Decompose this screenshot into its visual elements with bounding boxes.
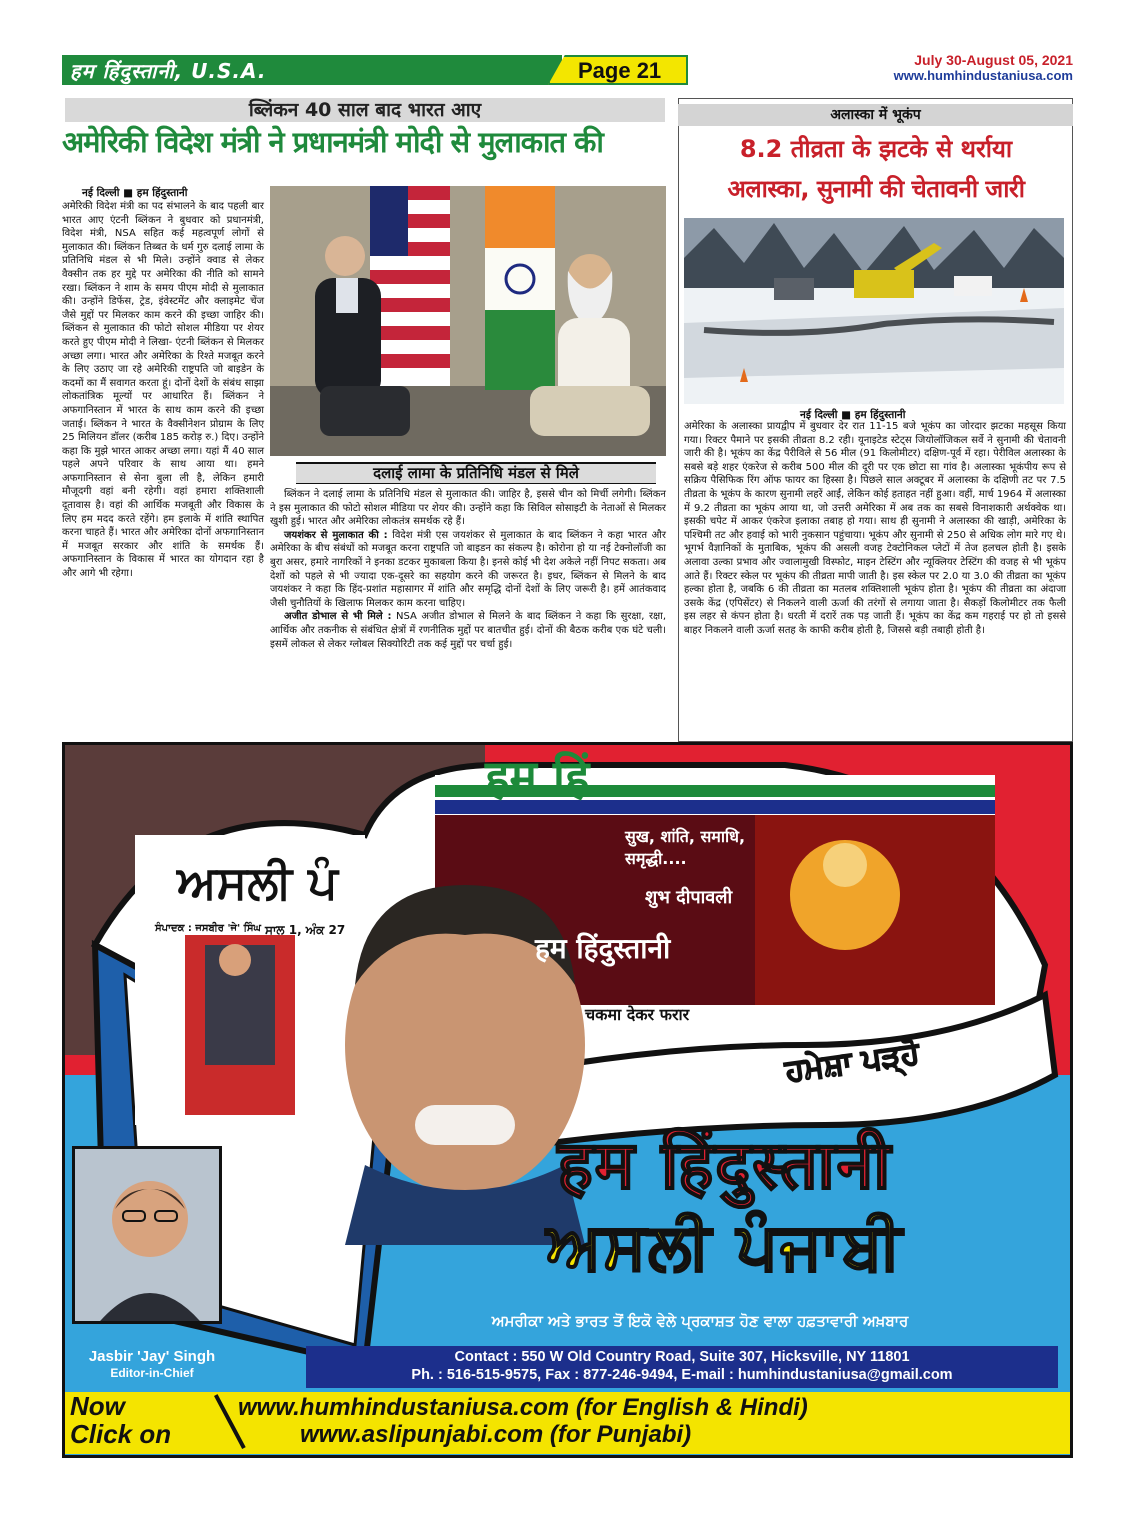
- cta-now-label: [70, 1392, 171, 1448]
- book-right-brand: हम हिंदुस्तानी: [535, 932, 671, 965]
- photo-illustration: [684, 218, 1064, 404]
- article-dateline: नई दिल्ली ■ हम हिंदुस्तानी: [800, 409, 906, 421]
- article-kicker: अलास्का में भूकंप: [830, 107, 921, 123]
- alaska-earthquake-photo: [684, 218, 1064, 404]
- issue-date: July 30-August 05, 2021: [914, 52, 1073, 68]
- book-left-title: ਅਸਲੀ ਪੰ: [177, 855, 338, 909]
- cta-click: Click on: [70, 1419, 172, 1449]
- photo-illustration: [270, 186, 666, 456]
- cta-now: Now: [70, 1391, 125, 1421]
- brand-tagline: ਅਮਰੀਕਾ ਅਤੇ ਭਾਰਤ ਤੋਂ ਇਕੋ ਵੇਲੇ ਪ੍ਰਕਾਸ਼ਤ ਹੋਣ ਵਾਲਾ ਹਫ਼ਤਾਵਾਰੀ ਅਖ਼ਬਾਰ: [491, 1312, 909, 1330]
- paragraph-jaishankar: [270, 529, 666, 611]
- article-headline-line1: 8.2 तीव्रता के झटके से थर्राया: [739, 135, 1013, 163]
- paragraph-lead: जयशंकर से मुलाकात की :: [284, 529, 388, 541]
- article-headline-line2: अलास्का, सुनामी की चेतावनी जारी: [727, 175, 1025, 203]
- article-headline: अमेरिकी विदेश मंत्री ने प्रधानमंत्री मोदी से मुलाकात की: [62, 125, 603, 159]
- contact-address: Contact : 550 W Old Country Road, Suite 307, Hicksville, NY 11801: [454, 1349, 910, 1365]
- book-right-headline: चकमा देकर फरार: [585, 1005, 690, 1024]
- book-left-editor: ਸੰਪਾਦਕ : ਜਸਬੀਰ 'ਜੇ' ਸਿੰਘ: [155, 923, 261, 934]
- editor-portrait-illustration: [75, 1149, 222, 1324]
- masthead-url[interactable]: www.humhindustaniusa.com: [893, 68, 1073, 83]
- brand-hindi: हम हिंदुस्तानी: [557, 1127, 893, 1204]
- article-kicker: ब्लिंकन 40 साल बाद भारत आए: [248, 99, 482, 121]
- article-subheading: दलाई लामा के प्रतिनिधि मंडल से मिले: [373, 464, 579, 482]
- book-right-greeting: सुख, शांति, समाधि, समृद्धी....: [625, 827, 746, 868]
- contact-phone-email: Ph. : 516-515-9575, Fax : 877-246-9494, E-mail : humhindustaniusa@gmail.com: [411, 1367, 953, 1383]
- brand-punjabi: ਅਸਲੀ ਪੰਜਾਬੀ: [546, 1210, 904, 1284]
- editor-name: Jasbir 'Jay' Singh: [88, 1348, 216, 1365]
- banner-read-always: ਹਮੇਸ਼ਾ ਪੜ੍ਹੋ: [783, 1035, 922, 1090]
- paragraph-text: NSA अजीत डोभाल से मिलने के बाद ब्लिंकन ने कहा कि सुरक्षा, रक्षा, आर्थिक और तकनीक से संबंधित क्षेत्रों में रणनीतिक मुद्दों पर बातचीत हुई। दोनों की बैठक करीब एक घंटे चली। इसमें लोकल से लेकर ग्लोबल सिक्योरिटी तक कई मुद्दों पर चर्चा हुई।: [270, 611, 666, 650]
- paragraph-dalai-lama: ब्लिंकन ने दलाई लामा के प्रतिनिधि मंडल से मुलाकात की। जाहिर है, इससे चीन को मिर्ची लगेगी। ब्लिंकन ने इस मुलाकात की फोटो सोशल मीडिया पर शेयर की। उन्होंने कहा कि सिविल सोसाइटी के नेताओं से मिलकर खुशी हुई। भारत और अमेरिका लोकतंत्र समर्थक रहे हैं।: [270, 489, 666, 528]
- paragraph-lead: अजीत डोभाल से भी मिले :: [284, 611, 392, 623]
- article-body-column: अमेरिका के अलास्का प्रायद्वीप में बुधवार देर रात 11-15 बजे भूकंप का जोरदार झटका महसूस किया गया। रिक्टर पैमाने पर इसकी तीव्रता 8.2 रही। यूनाइटेड स्टेट्स जियोलॉजिकल सर्वे ने सुनामी की चेतावनी जारी की है। भूकंप का केंद्र पैरीविले से 56 मील (91 किलोमीटर) दक्षिण-पूर्व में रहा। पेरीविल अलास्का के सबसे बड़े शहर एंकरेज से करीब 500 मील की दूरी पर एक छोटा सा गांव है। अलास्का भूकंपीय रूप से सक्रिय पैसिफिक रिंग ऑफ फायर का हिस्सा है। पिछले साल अक्टूबर में अलास्का के दक्षिणी तट पर 7.5 तीव्रता के भूकंप के कारण सुनामी लहरें आईं, लेकिन कोई हताहत नहीं हुआ। वहीं, मार्च 1964 में अलास्का में 9.2 तीव्रता का भूकंप आया था, जो उत्तरी अमेरिका में अब तक का सबसे विनाशकारी अर्थक्वेक था। इसकी चपेट में आकर एंकरेज इलाका तबाह हो गया। साथ ही सुनामी ने अलास्का की खाड़ी, अमेरिका के पश्चिमी तट और हवाई को भारी नुकसान पहुंचाया। भूकंप और सुनामी से 250 से अधिक लोग मारे गए थे। भूगर्भ वैज्ञानिकों के मुताबिक, भूकंप की असली वजह टेक्टोनिकल प्लेटों में तेज हलचल होती है। इसके अलावा उल्का प्रभाव और ज्वालामुखी विस्फोट, माइन टेस्टिंग और न्यूक्लियर टेस्टिंग की वजह से भी भूकंप आते हैं। रिक्टर स्केल पर भूकंप की तीव्रता मापी जाती है। इस स्केल पर 2.0 या 3.0 की तीव्रता का भूकंप हल्का होता है, जबकि 6 की तीव्रता का मतलब शक्तिशाली भूकंप होता है। भूकंप की तीव्रता का अंदाजा उसके केंद्र (एपिसेंटर) से निकलने वाली ऊर्जा की तरंगों से लगाया जाता है। सैकड़ों किलोमीटर तक फैली इस लहर से कंपन होता है। धरती में दरारें तक पड़ जाती हैं। भूकंप का केंद्र कम गहराई पर हो तो इससे बाहर निकलने वाली ऊर्जा सतह के काफी करीब होती है, जिससे बड़ी तबाही होती है।: [684, 421, 1066, 636]
- blinken-modi-photo: [270, 186, 666, 456]
- editor-role: Editor-in-Chief: [110, 1366, 194, 1380]
- cta-url2-link[interactable]: www.aslipunjabi.com: [300, 1421, 544, 1448]
- book-right-title: हम हिं: [485, 750, 590, 804]
- page-number: Page 21: [578, 58, 662, 83]
- article-dateline: नई दिल्ली ■ हम हिंदुस्तानी: [82, 187, 188, 199]
- paragraph-text: विदेश मंत्री एस जयशंकर से मुलाकात के बाद ब्लिंकन ने कहा भारत और अमेरिका के बीच संबंधों को मजबूत करना राष्ट्रपति जो बाइडन का संकल्प है। कोरोना हो या नई टेक्नोलॉजी का बुरा असर, हमारे नागरिकों ने इनका डटकर मुकाबला किया है। इनसे कोई भी देश अकेले नहीं निपट सकता। अब देशों को पहले से भी ज्यादा एक-दूसरे का सहयोग करने की जरूरत है। इधर, ब्लिंकन से मिलने के बाद जयशंकर ने कहा कि हिंद-प्रशांत महासागर में शांति और समृद्धि दोनों देशों के लिए जरूरी है। हमें आतंकवाद जैसी चुनौतियों के खिलाफ मिलकर काम करना चाहिए।: [270, 529, 666, 609]
- article-body-lower: [270, 488, 666, 651]
- cta-url1-note: (for English & Hindi): [575, 1394, 808, 1421]
- cta-url-punjabi: [300, 1421, 691, 1449]
- paragraph-doval: [270, 610, 666, 651]
- cta-url-english-hindi: [238, 1394, 808, 1422]
- cta-url1-link[interactable]: www.humhindustaniusa.com: [238, 1394, 570, 1421]
- article-body-column: अमेरिकी विदेश मंत्री का पद संभालने के बाद पहली बार भारत आए एंटनी ब्लिंकन ने बुधवार को प्रधानमंत्री, विदेश मंत्री, NSA सहित कई महत्वपूर्ण लोगों से मुलाकात की। ब्लिंकन तिब्बत के धर्म गुरु दलाई लामा के प्रतिनिधि मंडल से भी मिले। उन्होंने क्वाड से लेकर वैक्सीन तक हर मुद्दे पर अमेरिका की नीति को सामने रखा। ब्लिंकन ने शाम के समय पीएम मोदी से मुलाकात की। उन्होंने डिफेंस, ट्रेड, इंवेस्टमेंट और क्लाइमेट चेंज जैसे मुद्दों पर मिलकर काम करने की इच्छा जाहिर की। ब्लिंकन से मुलाकात की फोटो सोशल मीडिया पर शेयर करते हुए पीएम मोदी ने लिखा- एंटनी ब्लिंकन से मिलकर अच्छा लगा। भारत और अमेरिका के रिश्ते मजबूत करने के लिए उठाए जा रहे अमेरिकी राष्ट्रपति जो बाइडेन के कदमों का मैं सवागत करता हूं। दोनों देशों के संबंध साझा लोकतांत्रिक मूल्यों पर आधारित हैं। ब्लिंकन ने अफगानिस्तान में भारत के साथ काम करने की इच्छा जताई। ब्लिंकन ने भारत के वैक्सीनेशन प्रोग्राम के लिए 25 मिलियन डॉलर (करीब 185 करोड़ रु.) दिए। उन्होंने कहा कि मुझे भारत आकर अच्छा लगा। यहां मैं 40 साल पहले अपने परिवार के साथ आया था। हमने अफगानिस्तान से सेना बुला ली है, लेकिन हमारी मौजूदगी वहां बनी रहेगी। वहां हमारा शक्तिशाली दूतावास है। वहां की आर्थिक मजबूती और विकास के लिए हम मदद करते रहेंगे। हम इलाके में शांति स्थापित करना चाहते हैं। भारत और अमेरिका दोनों अफगानिस्तान में मजबूत सरकार और शांति के समर्थक हैं। अफगानिस्तान के विकास में भारत का योगदान रहा है और आगे भी रहेगा।: [62, 201, 264, 580]
- editor-portrait: [72, 1146, 222, 1324]
- cta-url2-note: (for Punjabi): [549, 1421, 692, 1448]
- book-right-diwali: शुभ दीपावली: [645, 887, 733, 908]
- masthead-title: हम हिंदुस्तानी, U.S.A.: [70, 59, 267, 83]
- book-left-meta: ਸਾਲ 1, ਅੰਕ 27: [265, 923, 346, 937]
